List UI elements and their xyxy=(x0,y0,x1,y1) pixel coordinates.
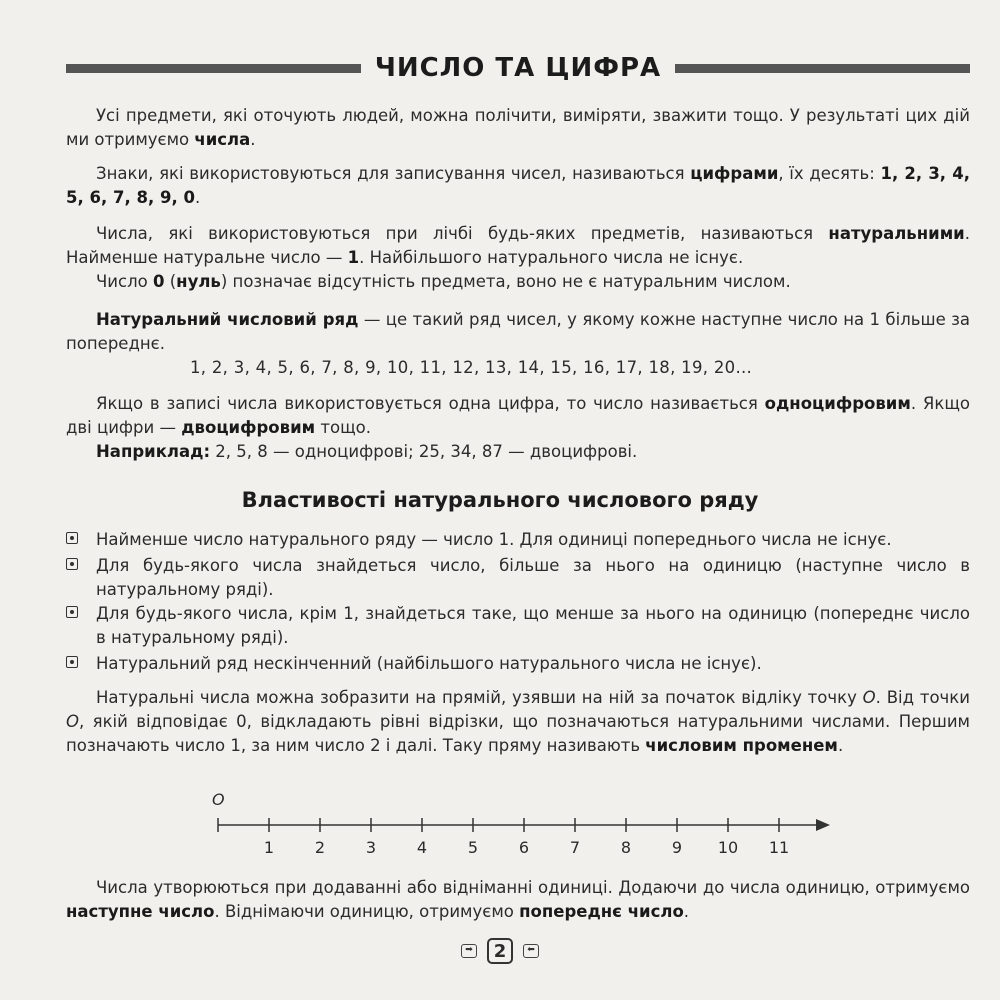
property-text: Для будь-якого числа знайдеться число, більше за нього на одиницю (наступне число в натуральному ряді). xyxy=(96,556,970,599)
title-row xyxy=(66,52,970,84)
page-number: 2 xyxy=(487,938,513,964)
bullet-icon xyxy=(66,656,78,668)
text: Числа утворюються при додаванні або відніманні одиниці. Додаючи до числа одиницю, отримуємо xyxy=(96,878,970,897)
bullet-icon xyxy=(66,532,78,544)
text: . Найменше натуральне число — xyxy=(66,224,970,267)
page-footer xyxy=(0,938,1000,964)
text: . Від точки xyxy=(875,688,970,707)
section-subtitle: Властивості натурального числового ряду xyxy=(241,488,759,512)
text: ) позначає відсутність предмета, воно не є натуральним числом. xyxy=(220,272,791,291)
text: . xyxy=(837,736,844,755)
tick-label: 1 xyxy=(263,838,275,857)
text: , їх десять: xyxy=(778,164,881,183)
property-text: Для будь-якого числа, крім 1, знайдеться таке, що менше за нього на одиницю (попереднє число в натуральному ряді). xyxy=(96,604,970,647)
point-o: O xyxy=(66,712,79,731)
paragraph-digits xyxy=(66,162,970,210)
number-ray-diagram xyxy=(200,785,840,865)
bullet-icon xyxy=(66,558,78,570)
example-text: 2, 5, 8 — одноцифрові; 25, 34, 87 — двоцифрові. xyxy=(210,442,638,461)
tick-label: 2 xyxy=(314,838,326,857)
property-item xyxy=(66,602,970,650)
term-natural: натуральними xyxy=(828,224,965,243)
text: . xyxy=(194,188,201,207)
term-zero: нуль xyxy=(176,272,221,291)
digits-list: 1, 2, 3, 4, 5, 6, 7, 8, 9, 0 xyxy=(66,164,970,207)
property-item xyxy=(66,554,970,602)
term-digits: цифрами xyxy=(690,164,779,183)
number-sequence: 1, 2, 3, 4, 5, 6, 7, 8, 9, 10, 11, 12, 13, 14, 15, 16, 17, 18, 19, 20… xyxy=(190,358,753,377)
tick-label: 10 xyxy=(717,838,739,857)
point-o: O xyxy=(862,688,876,707)
tick-label: 9 xyxy=(671,838,683,857)
tick-label: 3 xyxy=(365,838,377,857)
property-item xyxy=(66,652,970,676)
text: . Віднімаючи одиницю, отримуємо xyxy=(214,902,520,921)
text: . Найбільшого натурального числа не існує. xyxy=(359,248,744,267)
term-single-digit: одноцифровим xyxy=(764,394,911,413)
text: Числа, які використовуються при лічбі будь-яких предметів, називаються xyxy=(96,224,829,243)
arrow-left-icon: ⬅ xyxy=(523,944,539,958)
tick-label: 7 xyxy=(569,838,581,857)
text: Число xyxy=(96,272,153,291)
title-bar-right xyxy=(675,64,970,73)
text: . xyxy=(683,902,690,921)
paragraph-zero xyxy=(66,270,970,294)
text: ( xyxy=(164,272,177,291)
origin-label: O xyxy=(212,790,225,809)
paragraph-natural xyxy=(66,222,970,270)
text: тощо. xyxy=(315,418,371,437)
zero-digit: 0 xyxy=(153,272,165,291)
arrow-right-icon: ➡ xyxy=(461,944,477,958)
paragraph-numbers xyxy=(66,104,970,152)
text: Усі предмети, які оточують людей, можна полічити, виміряти, зважити тощо. У результаті цих дій ми отримуємо xyxy=(66,106,970,149)
text: Натуральні числа можна зобразити на прямій, узявши на ній за початок відліку точку xyxy=(96,688,863,707)
property-text: Найменше число натурального ряду — число 1. Для одиниці попереднього числа не існує. xyxy=(96,530,892,549)
page-title: ЧИСЛО ТА ЦИФРА xyxy=(374,53,662,83)
term-previous-number: попереднє число xyxy=(519,902,684,921)
term-series: Натуральний числовий ряд xyxy=(96,310,359,329)
text: , якій відповідає 0, відкладають рівні відрізки, що позначаються натуральними числами. Першим позначають число 1, за ним число 2 і далі. Таку пряму називають xyxy=(66,712,970,755)
tick-label: 5 xyxy=(467,838,479,857)
example-line xyxy=(66,440,970,464)
text: Якщо в записі числа використовується одна цифра, то число називається xyxy=(96,394,765,413)
text: — це такий ряд чисел, у якому кожне наступне число на 1 більше за попереднє. xyxy=(66,310,970,353)
bullet-icon xyxy=(66,606,78,618)
paragraph-digit-count xyxy=(66,392,970,440)
tick-label: 11 xyxy=(768,838,790,857)
tick-group xyxy=(218,818,789,857)
text: . xyxy=(250,130,256,149)
term-numbers: числа xyxy=(194,130,251,149)
arrow-head-icon xyxy=(816,819,830,831)
text: . Якщо дві цифри — xyxy=(66,394,970,437)
paragraph-next-prev xyxy=(66,876,970,924)
title-bar-left xyxy=(66,64,361,73)
tick-label: 6 xyxy=(518,838,530,857)
tick-label: 4 xyxy=(416,838,428,857)
example-label: Наприклад: xyxy=(96,442,211,461)
smallest-number: 1 xyxy=(347,248,360,267)
paragraph-number-ray xyxy=(66,686,970,758)
paragraph-series xyxy=(66,308,970,356)
text: Знаки, які використовуються для записування чисел, називаються xyxy=(96,164,691,183)
term-next-number: наступне число xyxy=(66,902,215,921)
tick-label: 8 xyxy=(620,838,632,857)
term-number-ray: числовим променем xyxy=(645,736,838,755)
term-two-digit: двоцифровим xyxy=(181,418,316,437)
property-text: Натуральний ряд нескінченний (найбільшого натурального числа не існує). xyxy=(96,654,762,673)
property-item xyxy=(66,528,970,552)
